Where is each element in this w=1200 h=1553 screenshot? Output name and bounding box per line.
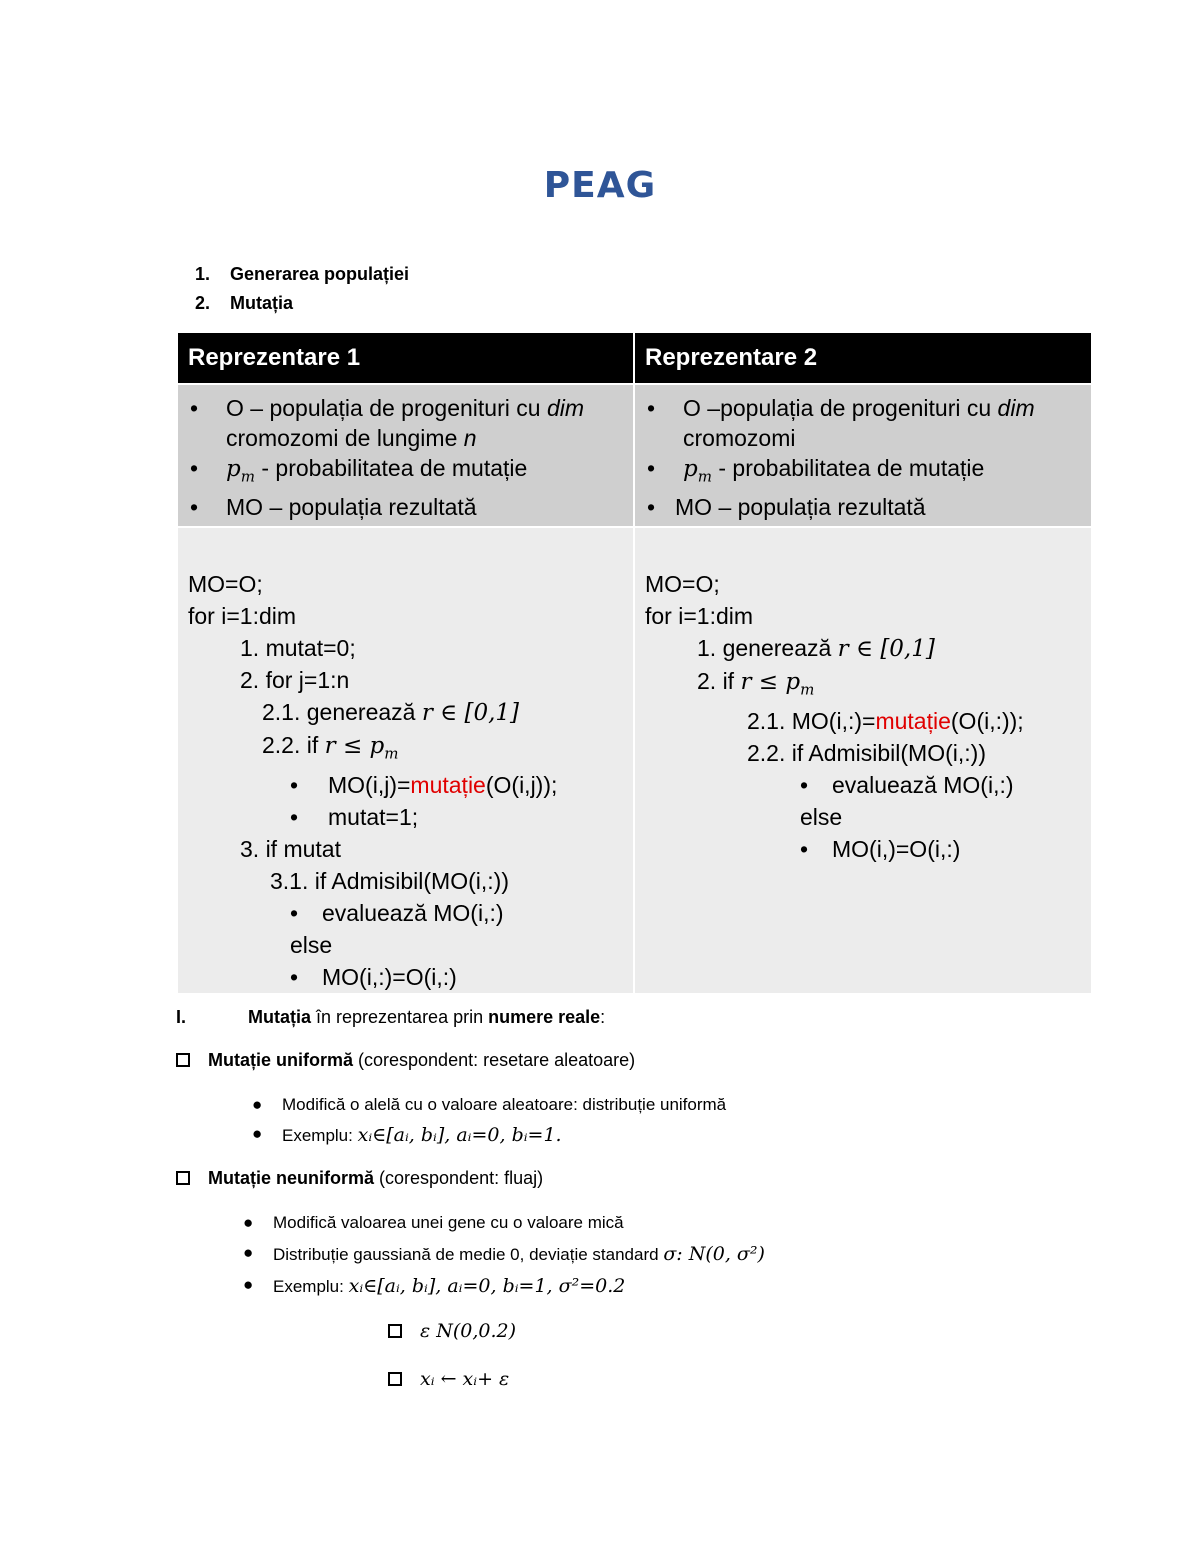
algorithm-1 xyxy=(188,568,623,994)
math-expr: xᵢ ← xᵢ+ ε xyxy=(420,1368,510,1390)
list-item xyxy=(388,1368,509,1390)
math-expr: xᵢ∈[aᵢ, bᵢ], aᵢ=0, bᵢ=1. xyxy=(357,1124,562,1146)
definition-item xyxy=(188,453,623,492)
definition-item xyxy=(188,492,623,522)
toc-number: 1. xyxy=(195,264,211,284)
math-expr: xᵢ∈[aᵢ, bᵢ], aᵢ=0, bᵢ=1, σ²=0.2 xyxy=(348,1275,626,1297)
code-line: • evaluează MO(i,:) xyxy=(800,772,1014,799)
definition-text: cromozomi de lungime xyxy=(226,425,458,451)
code-line: MO=O; xyxy=(188,570,263,597)
code-line: for i=1:dim xyxy=(188,602,297,629)
code-text: mutat=1; xyxy=(328,804,419,831)
code-line xyxy=(645,705,1081,737)
pm-symbol: p xyxy=(226,456,241,482)
definitions-cell-2 xyxy=(634,384,1092,527)
list-item xyxy=(252,1095,727,1115)
math-expr: r ∈ [0,1] xyxy=(421,699,520,726)
code-text: 2. if xyxy=(697,667,735,694)
list-item-text: Exemplu: xyxy=(282,1126,353,1145)
math-expr: r ≤ p xyxy=(740,668,801,695)
math-expr: σ: N(0, σ²) xyxy=(663,1243,765,1265)
section-text: : xyxy=(600,1007,606,1027)
pm-subscript: m xyxy=(240,467,255,486)
code-line: else xyxy=(800,804,843,831)
page-title: PEAG xyxy=(543,165,657,206)
uniform-heading xyxy=(176,1050,635,1071)
code-line: • MO(i,)=O(i,:) xyxy=(800,836,961,863)
list-item xyxy=(388,1320,516,1342)
code-line: else xyxy=(290,932,333,959)
math-expr: ε N(0,0.2) xyxy=(420,1320,517,1342)
math-expr: r ∈ [0,1] xyxy=(837,635,935,662)
math-expr: r ≤ p xyxy=(324,732,385,759)
code-line: MO=O; xyxy=(645,570,720,597)
definition-text: cromozomi xyxy=(683,425,796,451)
uniform-subtitle: (corespondent: resetare aleatoare) xyxy=(353,1050,636,1070)
definition-item xyxy=(645,492,1081,522)
code-text: MO(i,:)=O(i,:) xyxy=(322,964,457,991)
code-text: 2.1. generează xyxy=(262,698,416,725)
code-line: • MO(i,:)=O(i,:) xyxy=(290,964,457,991)
code-line: 3. if mutat xyxy=(240,836,341,863)
bullet-icon: ● xyxy=(252,1095,263,1114)
toc-item xyxy=(195,260,409,289)
code-text: (O(i,:)); xyxy=(950,708,1024,735)
code-line: • mutat=1; xyxy=(290,804,419,831)
list-item-text: Exemplu: xyxy=(273,1277,344,1296)
toc-item xyxy=(195,289,409,318)
code-line: • evaluează MO(i,:) xyxy=(290,900,504,927)
code-line: for i=1:dim xyxy=(645,602,754,629)
toc-label: Mutația xyxy=(230,293,293,313)
code-line: 1. mutat=0; xyxy=(240,634,356,661)
definition-item xyxy=(188,393,623,453)
code-text: evaluează MO(i,:) xyxy=(832,772,1014,799)
bullet-icon: ● xyxy=(243,1213,254,1232)
pm-subscript: m xyxy=(697,467,712,486)
algorithm-cell-2 xyxy=(634,527,1092,995)
definitions-cell-1 xyxy=(177,384,634,527)
toc-label: Generarea populației xyxy=(230,264,410,284)
definition-text: MO – populația rezultată xyxy=(226,493,477,520)
code-line: 3.1. if Admisibil(MO(i,:)) xyxy=(270,868,509,895)
code-text: evaluează MO(i,:) xyxy=(322,900,504,927)
code-line xyxy=(188,729,623,770)
section-bold: Mutația xyxy=(248,1007,311,1027)
neuniform-subtitle: (corespondent: fluaj) xyxy=(374,1168,544,1188)
code-line: • MO(i,j)=mutație(O(i,j)); xyxy=(290,772,558,799)
neuniform-title: Mutație neuniformă xyxy=(208,1168,375,1188)
math-subscript: m xyxy=(800,680,815,699)
list-item-text: Modifică o alelă cu o valoare aleatoare: distribuție uniformă xyxy=(282,1095,727,1114)
list-item xyxy=(243,1243,765,1265)
definition-text: MO – populația rezultată xyxy=(675,493,926,520)
list-item xyxy=(243,1275,626,1297)
definition-text: - probabilitatea de mutație xyxy=(718,455,985,481)
code-line xyxy=(188,696,623,729)
dim-var: dim xyxy=(546,395,584,421)
bullet-icon: ● xyxy=(243,1243,254,1262)
definition-text: O – populația de progenituri cu xyxy=(226,395,541,421)
section-text: în reprezentarea prin xyxy=(311,1007,489,1027)
definition-text: - probabilitatea de mutație xyxy=(261,455,528,481)
code-text: MO(i,j)= xyxy=(328,772,411,799)
code-text: 1. generează xyxy=(697,634,832,661)
neuniform-heading xyxy=(176,1168,543,1189)
definition-item xyxy=(645,453,1081,492)
header-reprezentare-2: Reprezentare 2 xyxy=(634,332,1092,384)
checkbox-icon xyxy=(176,1171,190,1185)
code-line xyxy=(645,665,1081,706)
code-text: 2.2. if xyxy=(262,731,319,758)
math-subscript: m xyxy=(384,744,399,763)
checkbox-icon xyxy=(388,1324,402,1338)
code-line xyxy=(645,632,1081,665)
checkbox-icon xyxy=(388,1372,402,1386)
pm-symbol: p xyxy=(683,456,698,482)
header-reprezentare-1: Reprezentare 1 xyxy=(177,332,634,384)
mutation-keyword: mutație xyxy=(410,772,486,799)
algorithm-cell-1 xyxy=(177,527,634,995)
algorithm-2 xyxy=(645,568,1081,866)
representation-table xyxy=(176,331,1093,995)
section-number: I. xyxy=(176,1007,187,1027)
n-var: n xyxy=(463,425,477,451)
list-item xyxy=(252,1124,562,1146)
code-line: 2. for j=1:n xyxy=(240,666,350,693)
definition-item xyxy=(645,393,1081,453)
section-bold: numere reale xyxy=(488,1007,601,1027)
bullet-icon: ● xyxy=(252,1124,263,1143)
list-item xyxy=(243,1213,624,1233)
code-text: MO(i,)=O(i,:) xyxy=(832,836,961,863)
table-of-contents xyxy=(195,260,409,318)
mutation-keyword: mutație xyxy=(875,708,951,735)
code-line: 2.2. if Admisibil(MO(i,:)) xyxy=(747,740,986,767)
list-item-text: Distribuție gaussiană de medie 0, deviație standard xyxy=(273,1245,659,1264)
code-text: 2.1. MO(i,:)= xyxy=(747,708,876,735)
list-item-text: Modifică valoarea unei gene cu o valoare mică xyxy=(273,1213,624,1232)
checkbox-icon xyxy=(176,1053,190,1067)
toc-number: 2. xyxy=(195,293,211,313)
code-text: (O(i,j)); xyxy=(485,772,558,799)
dim-var: dim xyxy=(997,395,1035,421)
bullet-icon: ● xyxy=(243,1275,254,1294)
section-heading xyxy=(176,1007,605,1028)
uniform-title: Mutație uniformă xyxy=(208,1050,354,1070)
definition-text: O –populația de progenituri cu xyxy=(683,395,992,421)
